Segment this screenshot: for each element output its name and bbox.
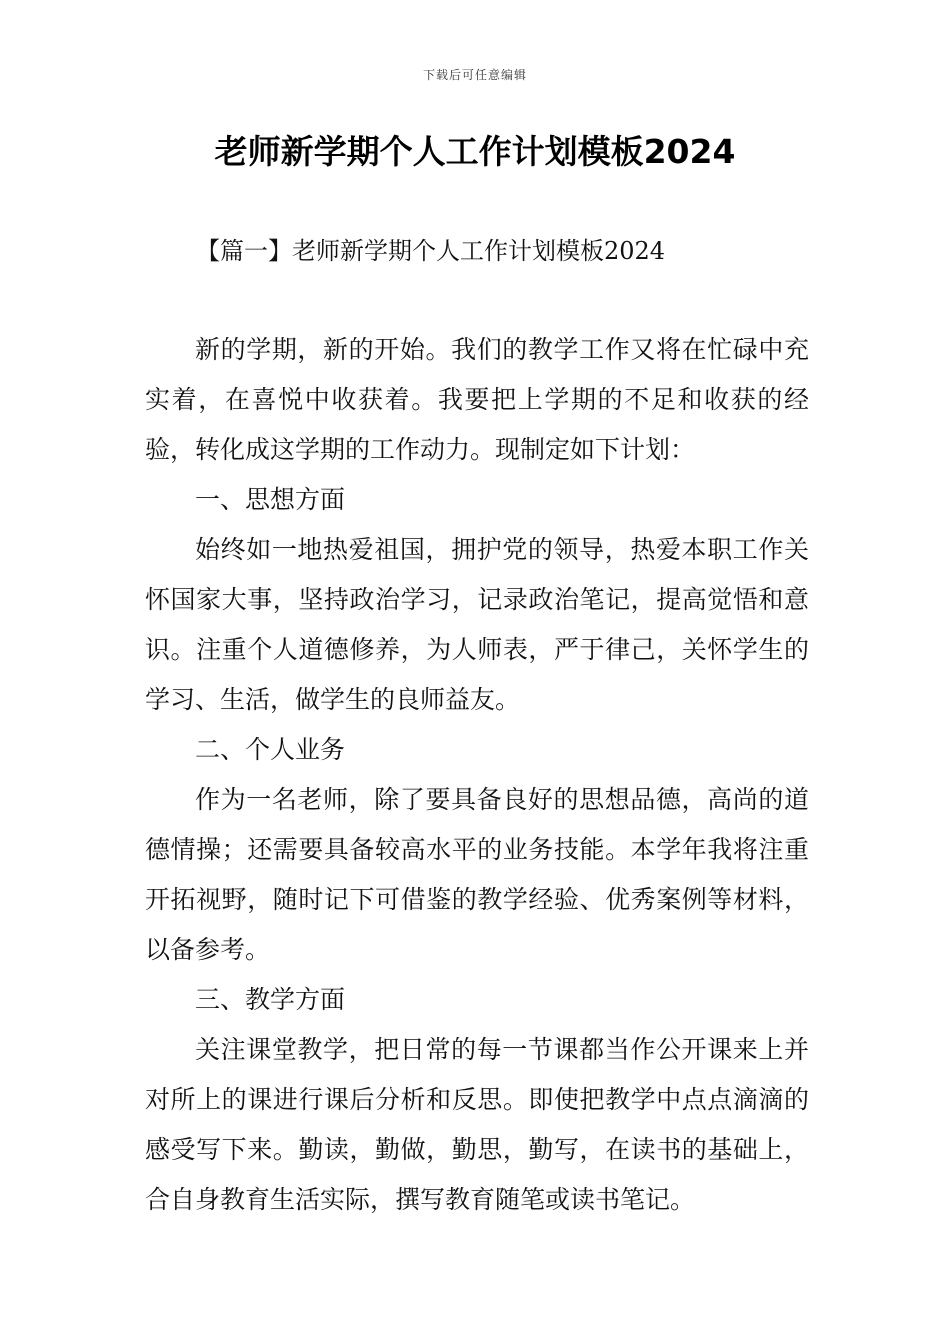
heading-personal-work: 二、个人业务 xyxy=(195,735,346,764)
paragraph-teaching: 关注课堂教学，把日常的每一节课都当作公开课来上并对所上的课进行课后分析和反思。即使把教学中点点滴滴的感受写下来。勤读，勤做，勤思，勤写，在读书的基础上，合自身教育生活实际，撰写教育随笔或读书笔记。 xyxy=(145,1035,809,1214)
paragraph-thought: 始终如一地热爱祖国，拥护党的领导，热爱本职工作关怀国家大事，坚持政治学习，记录政治笔记，提高觉悟和意识。注重个人道德修养，为人师表，严于律己，关怀学生的学习、生活，做学生的良师益友。 xyxy=(145,535,809,714)
section-title: 【篇一】老师新学期个人工作计划模板2024 xyxy=(196,237,666,265)
heading-teaching: 三、教学方面 xyxy=(195,985,346,1014)
heading-thought: 一、思想方面 xyxy=(195,485,346,514)
header-note: 下载后可任意编辑 xyxy=(422,68,527,82)
paragraph-personal-work: 作为一名老师，除了要具备良好的思想品德，高尚的道德情操；还需要具备较高水平的业务技能。本学年我将注重开拓视野，随时记下可借鉴的教学经验、优秀案例等材料，以备参考。 xyxy=(145,785,809,964)
document-title: 老师新学期个人工作计划模板2024 xyxy=(214,132,736,171)
paragraph-intro: 新的学期，新的开始。我们的教学工作又将在忙碌中充实着，在喜悦中收获着。我要把上学期的不足和收获的经验，转化成这学期的工作动力。现制定如下计划： xyxy=(145,335,809,464)
document-body xyxy=(145,325,809,1225)
